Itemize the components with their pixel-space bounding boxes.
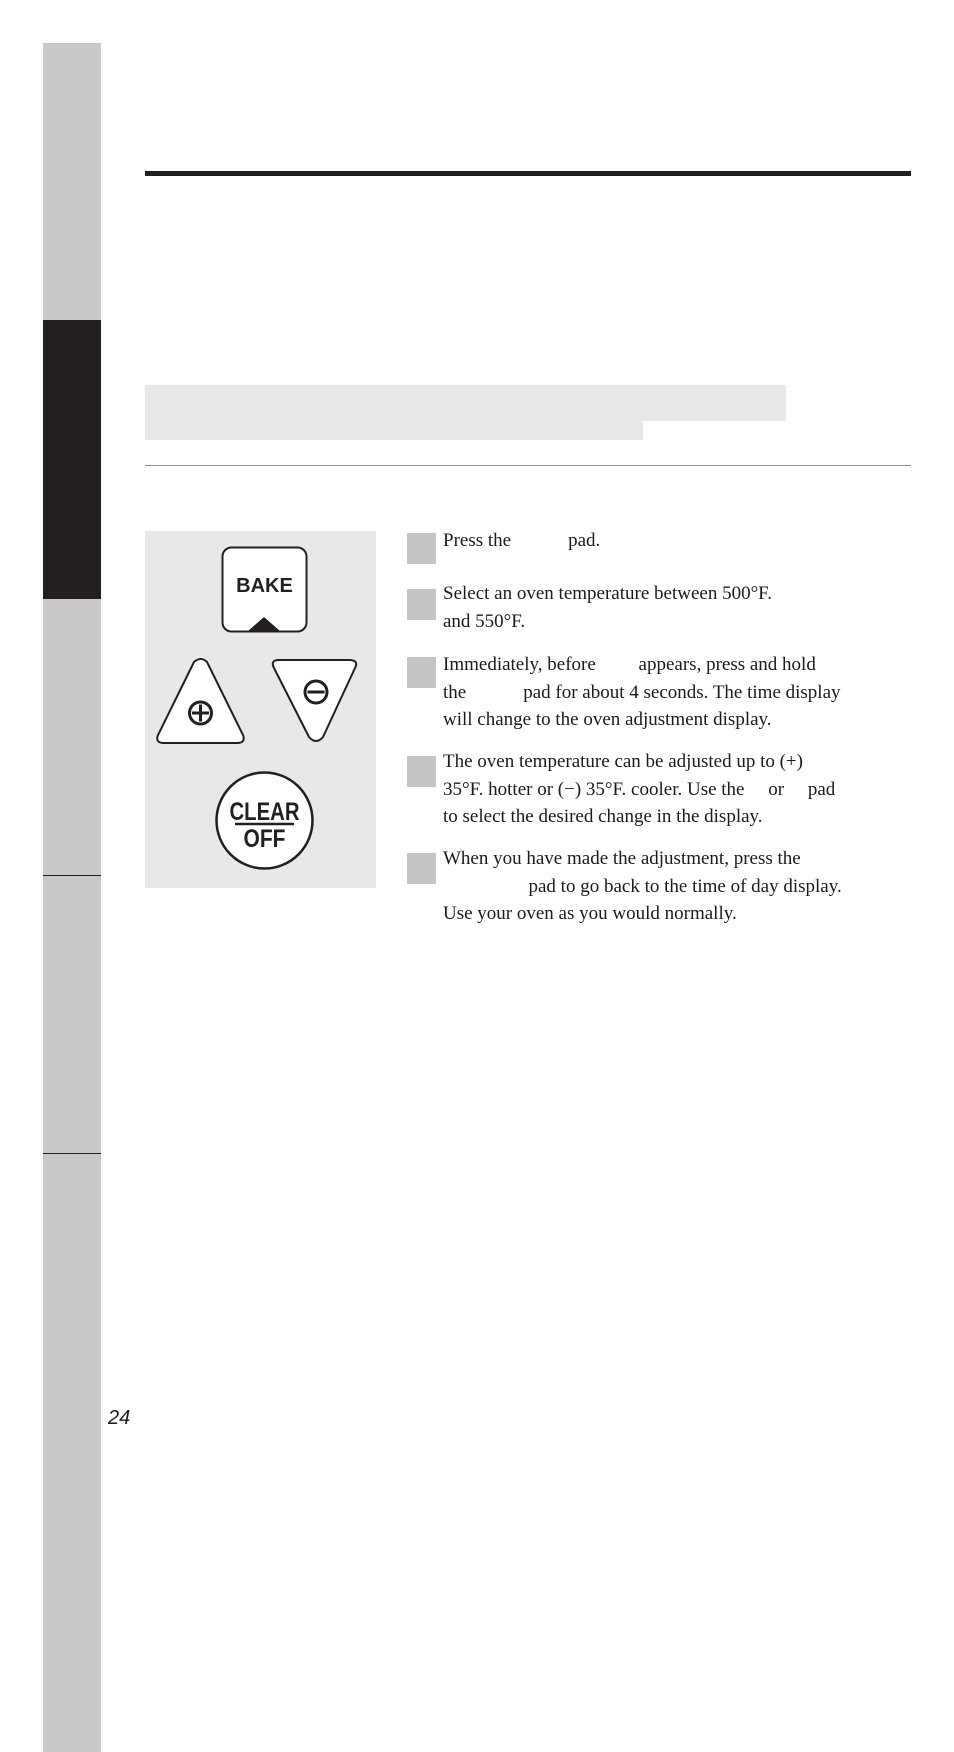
plus-circle-icon (190, 702, 212, 724)
off-label: OFF (243, 825, 286, 853)
step-marker (407, 533, 436, 564)
control-pads-illustration (145, 531, 376, 888)
step-line: pad to go back to the time of day display. (443, 875, 842, 897)
note-band-bottom (145, 421, 643, 440)
clear-off-pad[interactable] (217, 773, 313, 869)
side-tab-1 (43, 43, 101, 320)
step-line: Press the pad. (443, 530, 601, 551)
step-line: and 550°F. (443, 610, 526, 632)
step-line: 35°F. hotter or (−) 35°F. cooler. Use the or pad (443, 778, 836, 800)
step-marker (407, 657, 436, 688)
step-line: will change to the oven adjustment display. (443, 709, 772, 730)
step-line: to select the desired change in the display. (443, 806, 763, 827)
side-tab-divider (43, 875, 101, 876)
clear-label: CLEAR (229, 798, 300, 826)
step-marker (407, 853, 436, 884)
step-marker (407, 756, 436, 787)
control-pad-panel (145, 531, 376, 888)
bake-pad[interactable] (223, 548, 307, 632)
side-tab-divider (43, 1153, 101, 1154)
header-rule (145, 171, 911, 176)
step-line: the pad for about 4 seconds. The time display (443, 681, 841, 703)
step-line: Select an oven temperature between 500°F. (443, 583, 772, 604)
note-band-top (145, 385, 786, 421)
step-line: Immediately, before appears, press and hold (443, 654, 816, 675)
step-line: Use your oven as you would normally. (443, 903, 737, 924)
page-number: 24 (108, 1407, 131, 1429)
minus-pad[interactable] (273, 660, 356, 741)
step-marker (407, 589, 436, 620)
section-rule (145, 465, 911, 466)
step-line: The oven temperature can be adjusted up to (+) (443, 751, 803, 772)
side-tab-active (43, 320, 101, 599)
bake-pad-label: BAKE (236, 575, 293, 597)
side-tab-4 (43, 599, 101, 1431)
step-line: When you have made the adjustment, press the (443, 848, 801, 869)
plus-pad[interactable] (157, 659, 244, 743)
